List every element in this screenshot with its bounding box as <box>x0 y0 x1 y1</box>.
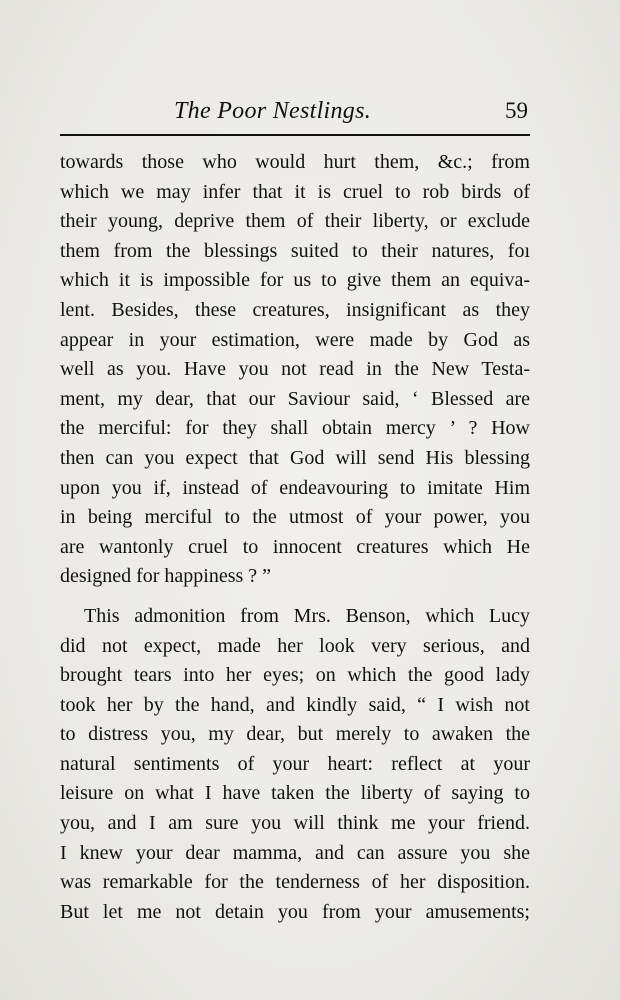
header-rule <box>60 134 530 136</box>
text-line: designed for happiness ? ” <box>60 565 272 588</box>
text-line: which we may infer that it is cruel to rob birds of <box>60 180 530 203</box>
text-line: This admonition from Mrs. Benson, which Lucy <box>84 604 530 627</box>
text-line: upon you if, instead of endeavouring to imitate Him <box>60 476 530 499</box>
text-line: well as you. Have you not read in the New Testa- <box>60 358 530 381</box>
text-line: them from the blessings suited to their natures, foı <box>60 239 530 262</box>
paragraph-2 <box>60 602 530 928</box>
running-title: The Poor Nestlings. <box>174 98 372 124</box>
body-text <box>60 148 530 927</box>
text-line: was remarkable for the tenderness of her disposition. <box>60 871 530 894</box>
text-line: ment, my dear, that our Saviour said, ‘ Blessed are <box>60 387 530 410</box>
text-line: in being merciful to the utmost of your power, you <box>60 506 530 529</box>
text-line: you, and I am sure you will think me your friend. <box>60 812 530 835</box>
text-line: their young, deprive them of their liberty, or exclude <box>60 210 530 233</box>
text-line: leisure on what I have taken the liberty of saying to <box>60 782 530 805</box>
text-line: to distress you, my dear, but merely to awaken the <box>60 723 530 746</box>
text-line: which it is impossible for us to give them an equiva- <box>60 269 530 292</box>
paragraph-gap <box>60 592 530 602</box>
text-line: appear in your estimation, were made by God as <box>60 328 530 351</box>
text-line: then can you expect that God will send His blessing <box>60 446 530 469</box>
page-number: 59 <box>505 98 528 123</box>
text-line: took her by the hand, and kindly said, “ I wish not <box>60 693 530 716</box>
text-line: lent. Besides, these creatures, insignificant as they <box>60 298 530 321</box>
text-line: I knew your dear mamma, and can assure you she <box>60 841 530 864</box>
paragraph-1 <box>60 148 530 592</box>
running-head <box>60 98 530 130</box>
text-line: are wantonly cruel to innocent creatures which He <box>60 535 530 558</box>
text-line: the merciful: for they shall obtain mercy ’ ? How <box>60 417 530 440</box>
text-line: brought tears into her eyes; on which the good lady <box>60 664 530 687</box>
text-line: But let me not detain you from your amusements; <box>60 900 530 923</box>
text-line: did not expect, made her look very serious, and <box>60 634 530 657</box>
text-line: towards those who would hurt them, &c.; from <box>60 151 530 173</box>
text-line: natural sentiments of your heart: reflect at your <box>60 752 530 775</box>
